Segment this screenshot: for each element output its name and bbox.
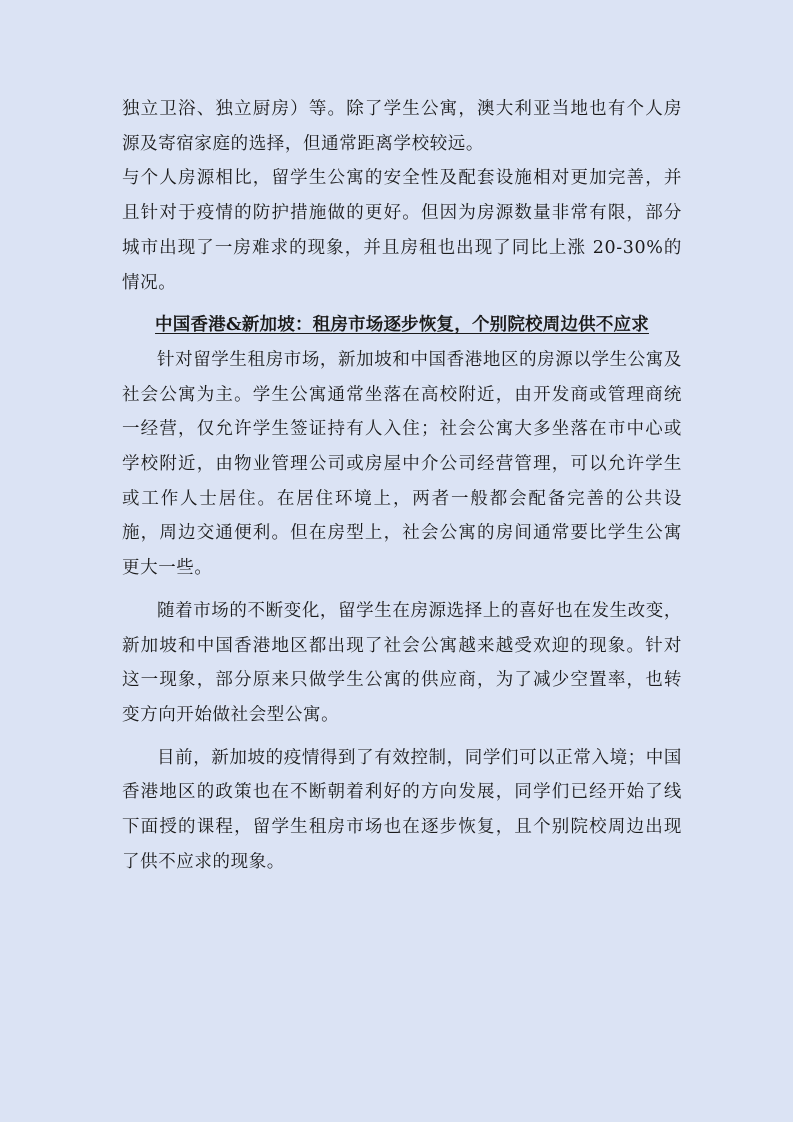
paragraph-housing-options: 独立卫浴、独立厨房）等。除了学生公寓，澳大利亚当地也有个人房源及寄宿家庭的选择，但通常距离学校较远。	[122, 99, 682, 154]
spacer	[122, 300, 682, 308]
spacer	[122, 586, 682, 594]
paragraph-rental-market-overview: 针对留学生租房市场，新加坡和中国香港地区的房源以学生公寓及社会公寓为主。学生公寓通常坐落在高校附近，由开发商或管理商统一经营，仅允许学生签证持有人入住；社会公寓大多坐落在市中心或学校附近，由物业管理公司或房屋中介公司经营管理，可以允许学生或工作人士居住。在居住环境上，两者一般都会配备完善的公共设施，周边交通便利。但在房型上，社会公寓的房间通常要比学生公寓更大一些。	[122, 349, 682, 579]
paragraph-current-situation: 目前，新加坡的疫情得到了有效控制，同学们可以正常入境；中国香港地区的政策也在不断朝着利好的方向发展，同学们已经开始了线下面授的课程，留学生租房市场也在逐步恢复，且个别院校周边出现了供不应求的现象。	[122, 747, 682, 872]
spacer	[122, 733, 682, 741]
paragraph-market-changes: 随着市场的不断变化，留学生在房源选择上的喜好也在发生改变，新加坡和中国香港地区都出现了社会公寓越来越受欢迎的现象。针对这一现象，部分原来只做学生公寓的供应商，为了减少空置率，也转变方向开始做社会型公寓。	[122, 600, 682, 725]
document-page	[122, 92, 682, 879]
section-heading-hongkong-singapore: 中国香港&新加坡：租房市场逐步恢复，个别院校周边供不应求	[155, 315, 649, 336]
paragraph-student-apartments-comparison: 与个人房源相比，留学生公寓的安全性及配套设施相对更加完善，并且针对于疫情的防护措施做的更好。但因为房源数量非常有限，部分城市出现了一房难求的现象，并且房租也出现了同比上涨 20-30%的情况。	[122, 168, 682, 293]
